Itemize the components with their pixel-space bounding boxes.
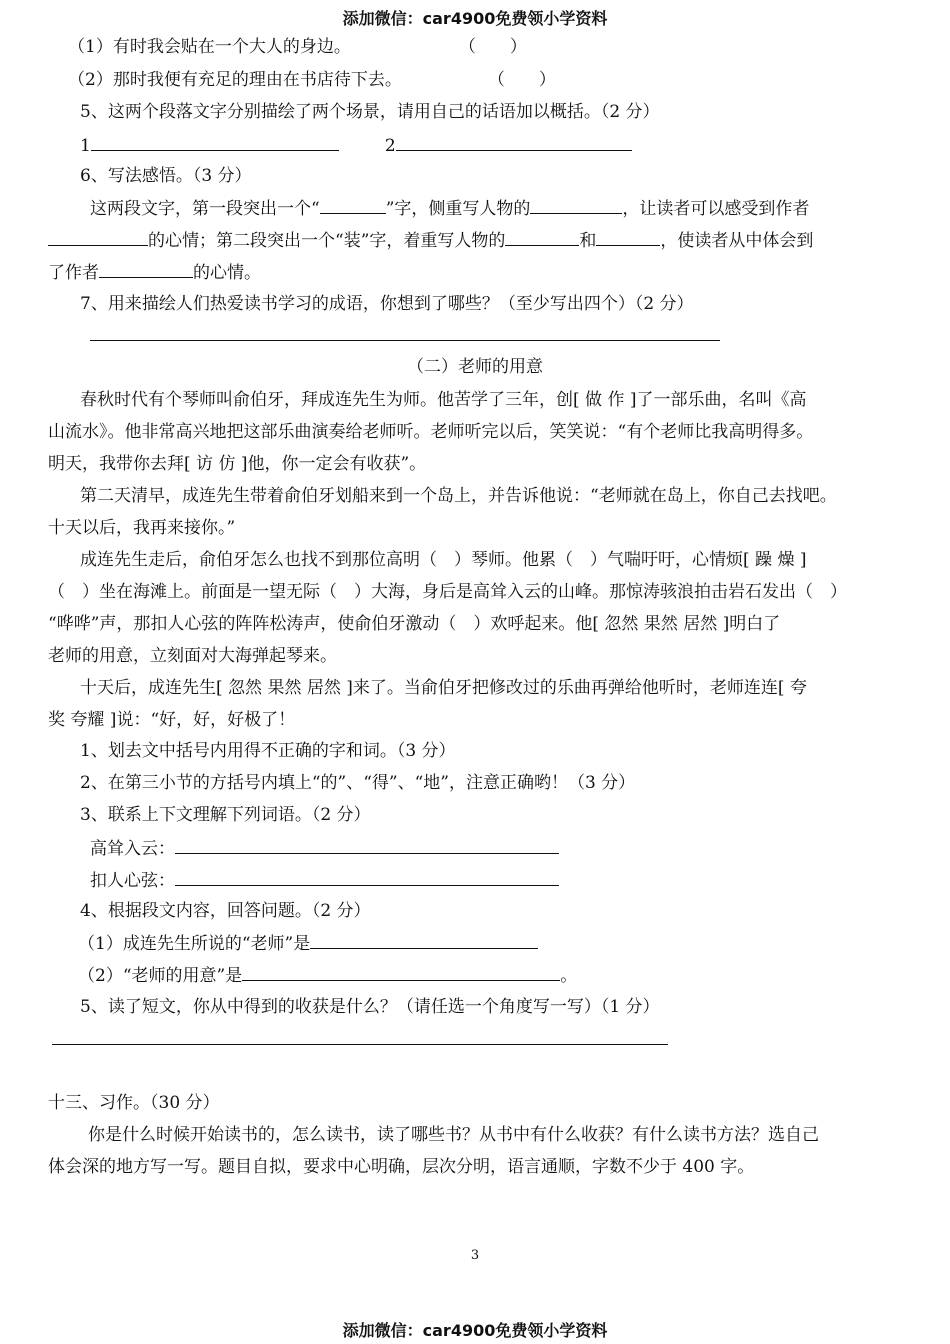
paragraph-line: 山流水》。他非常高兴地把这部乐曲演奏给老师听。老师听完以后，笑笑说：“有个老师比我高明得多。	[48, 422, 814, 442]
page-number: 3	[470, 1248, 480, 1263]
question-6: 6、写法感悟。（3 分）	[80, 166, 252, 186]
answer-number-1: 1	[80, 136, 91, 156]
composition-prompt-line: 你是什么时候开始读书的，怎么读书，读了哪些书？从书中有什么收获？有什么读书方法？选自己	[88, 1125, 819, 1145]
question-5-answer-line[interactable]	[52, 1028, 668, 1051]
text: ，使读者从中体会到	[660, 231, 814, 251]
paragraph-line: 春秋时代有个琴师叫俞伯牙，拜成连先生为师。他苦学了三年，创[ 做 作 ]了一部乐曲，名叫《高	[80, 390, 807, 410]
answer-line[interactable]	[175, 837, 559, 854]
blank[interactable]	[99, 261, 193, 278]
text: （2）“老师的用意”是	[78, 966, 243, 986]
question-4-2	[78, 964, 577, 987]
text: 这两段文字，第一段突出一个“	[90, 199, 320, 219]
question-7-answer-line[interactable]	[90, 324, 720, 347]
question-text: （2）那时我便有充足的理由在书店待下去。	[68, 70, 402, 90]
text: 的心情；第二段突出一个“装”字，着重写人物的	[148, 231, 506, 251]
question-6-line-3	[48, 261, 261, 284]
question-5: 5、这两个段落文字分别描绘了两个场景，请用自己的话语加以概括。（2 分）	[80, 102, 660, 122]
answer-line-1[interactable]	[91, 134, 339, 151]
answer-paren: （ ）	[487, 70, 556, 90]
question-top-2	[68, 69, 556, 91]
question-5-b: 5、读了短文，你从中得到的收获是什么？（请任选一个角度写一写）（1 分）	[80, 997, 660, 1017]
question-4-1	[78, 932, 538, 955]
blank[interactable]	[505, 229, 579, 246]
paragraph-line: 十天后，成连先生[ 忽然 果然 居然 ]来了。当俞伯牙把修改过的乐曲再弹给他听时，老师连连[ 夸	[80, 678, 807, 698]
text: 和	[579, 231, 597, 251]
paragraph-line: 奖 夸耀 ]说：“好，好，好极了！	[48, 710, 296, 730]
text: 了作者	[48, 263, 99, 283]
paragraph-line: （ ）坐在海滩上。前面是一望无际（ ）大海，身后是高耸入云的山峰。那惊涛骇浪拍击岩石发出（ ）	[48, 582, 847, 602]
text: 的心情。	[193, 263, 261, 283]
answer-line[interactable]	[310, 932, 538, 949]
paragraph-line: 老师的用意，立刻面对大海弹起琴来。	[48, 646, 337, 666]
question-3-b	[90, 869, 559, 892]
paragraph-line: 第二天清早，成连先生带着俞伯牙划船来到一个岛上，并告诉他说：“老师就在岛上，你自己去找吧。	[80, 486, 837, 506]
text: 。	[560, 966, 578, 986]
watermark-top: 添加微信：car4900免费领小学资料	[342, 9, 608, 28]
term-label: 扣人心弦：	[90, 871, 175, 891]
text: ”字，侧重写人物的	[385, 199, 531, 219]
blank[interactable]	[320, 197, 386, 214]
answer-paren: （ ）	[458, 37, 527, 57]
question-text: （1）有时我会贴在一个大人的身边。	[68, 37, 351, 57]
text: ，让读者可以感受到作者	[622, 199, 810, 219]
answer-line-2[interactable]	[396, 134, 632, 151]
question-top-1	[68, 36, 527, 58]
text: （1）成连先生所说的“老师”是	[78, 934, 311, 954]
question-3-a	[90, 837, 559, 860]
paragraph-line: “哗哗”声，那扣人心弦的阵阵松涛声，使俞伯牙激动（ ）欢呼起来。他[ 忽然 果然 居然 ]明白了	[48, 614, 781, 634]
composition-prompt-line: 体会深的地方写一写。题目自拟，要求中心明确，层次分明，语言通顺，字数不少于 400 字。	[48, 1157, 755, 1177]
composition-title: 十三、习作。（30 分）	[48, 1093, 220, 1113]
term-label: 高耸入云：	[90, 839, 175, 859]
question-6-line-1	[90, 197, 809, 220]
question-1: 1、划去文中括号内用得不正确的字和词。（3 分）	[80, 741, 456, 761]
question-7: 7、用来描绘人们热爱读书学习的成语，你想到了哪些？（至少写出四个）（2 分）	[80, 294, 694, 314]
answer-line[interactable]	[242, 964, 560, 981]
blank[interactable]	[90, 324, 720, 341]
blank[interactable]	[48, 229, 148, 246]
blank[interactable]	[530, 197, 622, 214]
paragraph-line: 十天以后，我再来接你。”	[48, 518, 236, 538]
answer-line[interactable]	[175, 869, 559, 886]
question-2: 2、在第三小节的方括号内填上“的”、“得”、“地”，注意正确哟！（3 分）	[80, 773, 636, 793]
blank[interactable]	[596, 229, 660, 246]
watermark-bottom: 添加微信：car4900免费领小学资料	[342, 1321, 608, 1340]
paragraph-line: 成连先生走后，俞伯牙怎么也找不到那位高明（ ）琴师。他累（ ）气喘吁吁，心情烦[ 躁 燥 ]	[80, 550, 807, 570]
question-6-line-2	[48, 229, 813, 252]
question-4: 4、根据段文内容，回答问题。（2 分）	[80, 901, 371, 921]
paragraph-line: 明天，我带你去拜[ 访 仿 ]他，你一定会有收获”。	[48, 454, 427, 474]
answer-number-2: 2	[384, 136, 396, 156]
section-title: （二）老师的用意	[407, 357, 543, 377]
question-5-answer-lines	[80, 134, 632, 157]
question-3: 3、联系上下文理解下列词语。（2 分）	[80, 805, 371, 825]
blank[interactable]	[52, 1028, 668, 1045]
